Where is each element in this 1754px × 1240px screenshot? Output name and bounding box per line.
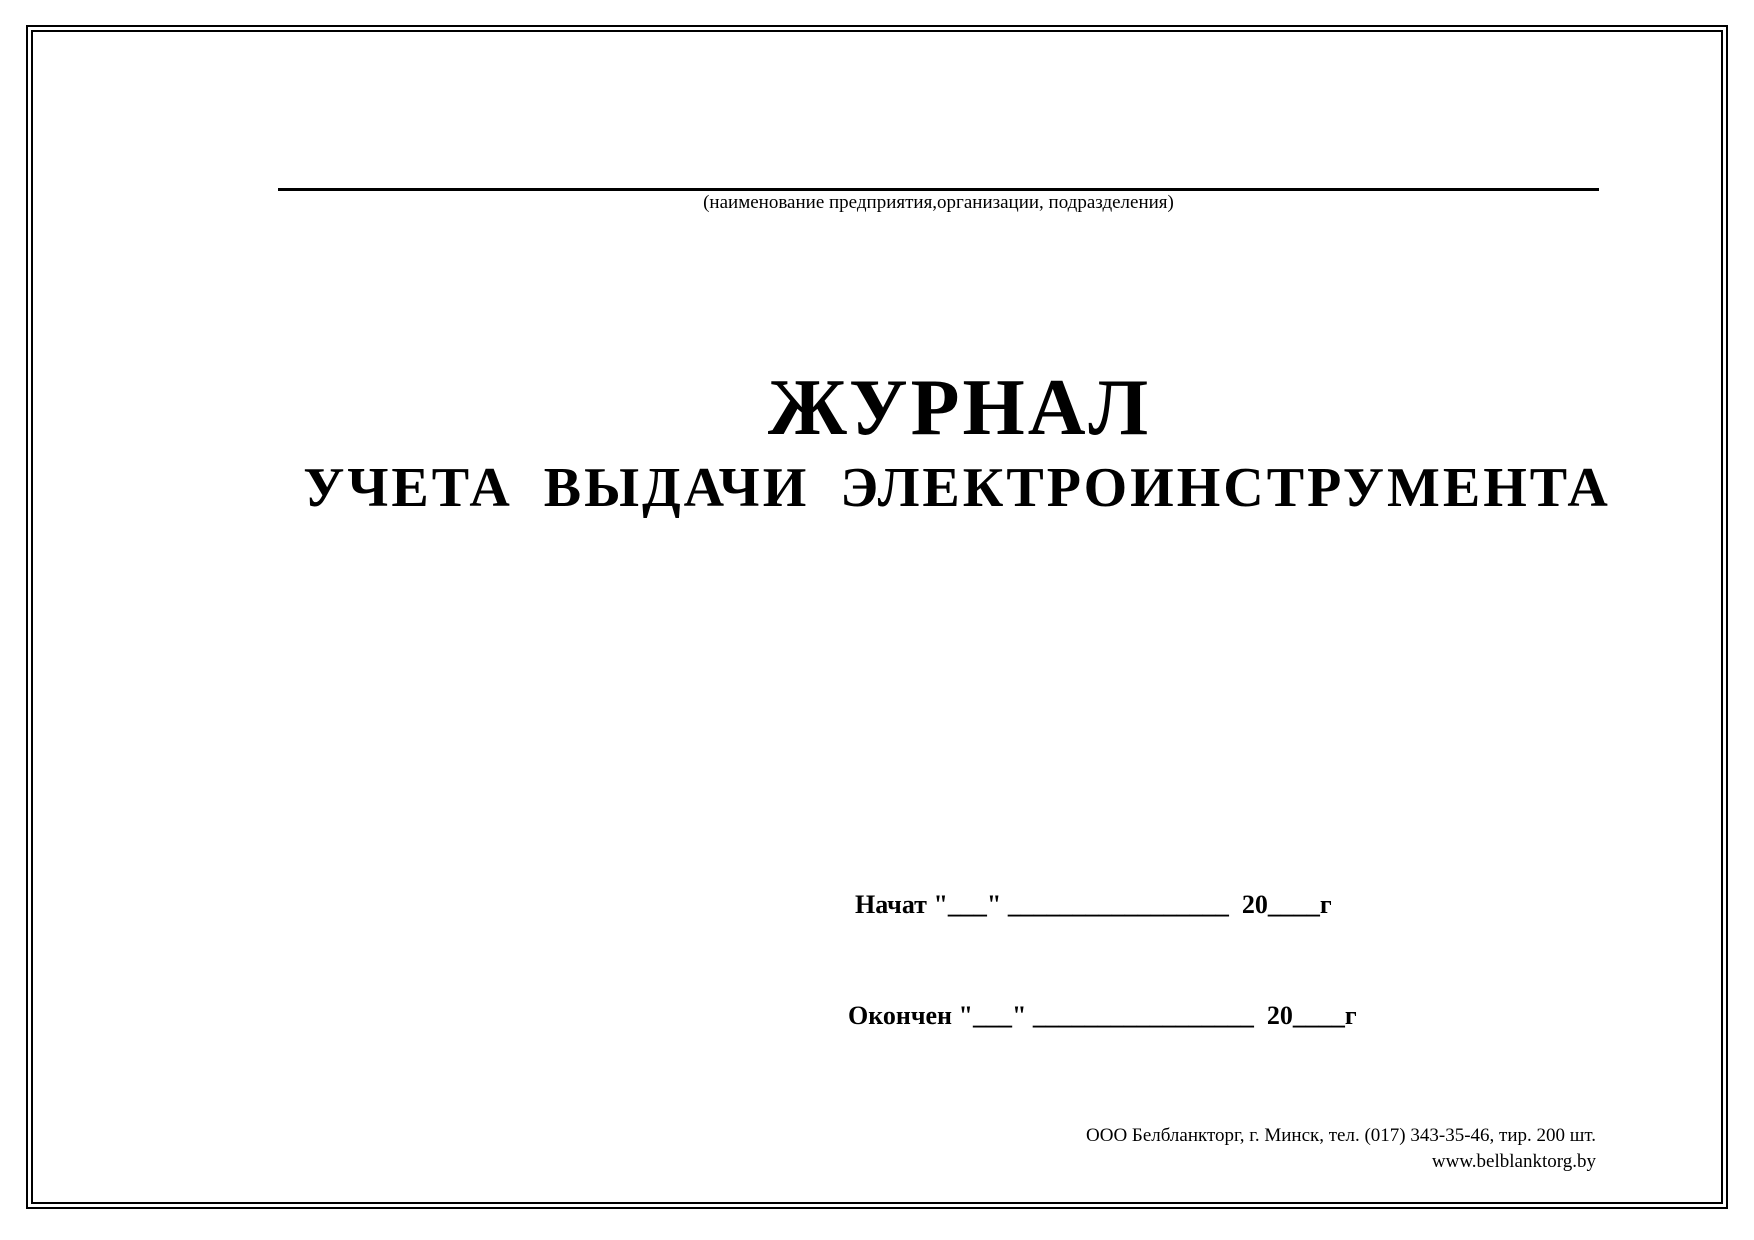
- publisher-website: www.belblanktorg.by: [1431, 1151, 1596, 1172]
- start-date-line: Начат "___" _________________ 20____г: [855, 890, 1332, 919]
- journal-subtitle: УЧЕТА ВЫДАЧИ ЭЛЕКТРОИНСТРУМЕНТА: [303, 457, 1611, 519]
- end-date-line: Окончен "___" _________________ 20____г: [848, 1001, 1357, 1030]
- journal-title: ЖУРНАЛ: [767, 364, 1152, 452]
- organization-caption: (наименование предприятия,организации, подразделения): [703, 192, 1174, 213]
- publisher-info: ООО Белбланкторг, г. Минск, тел. (017) 343-35-46, тир. 200 шт.: [1086, 1125, 1596, 1146]
- organization-name-line: [278, 188, 1599, 191]
